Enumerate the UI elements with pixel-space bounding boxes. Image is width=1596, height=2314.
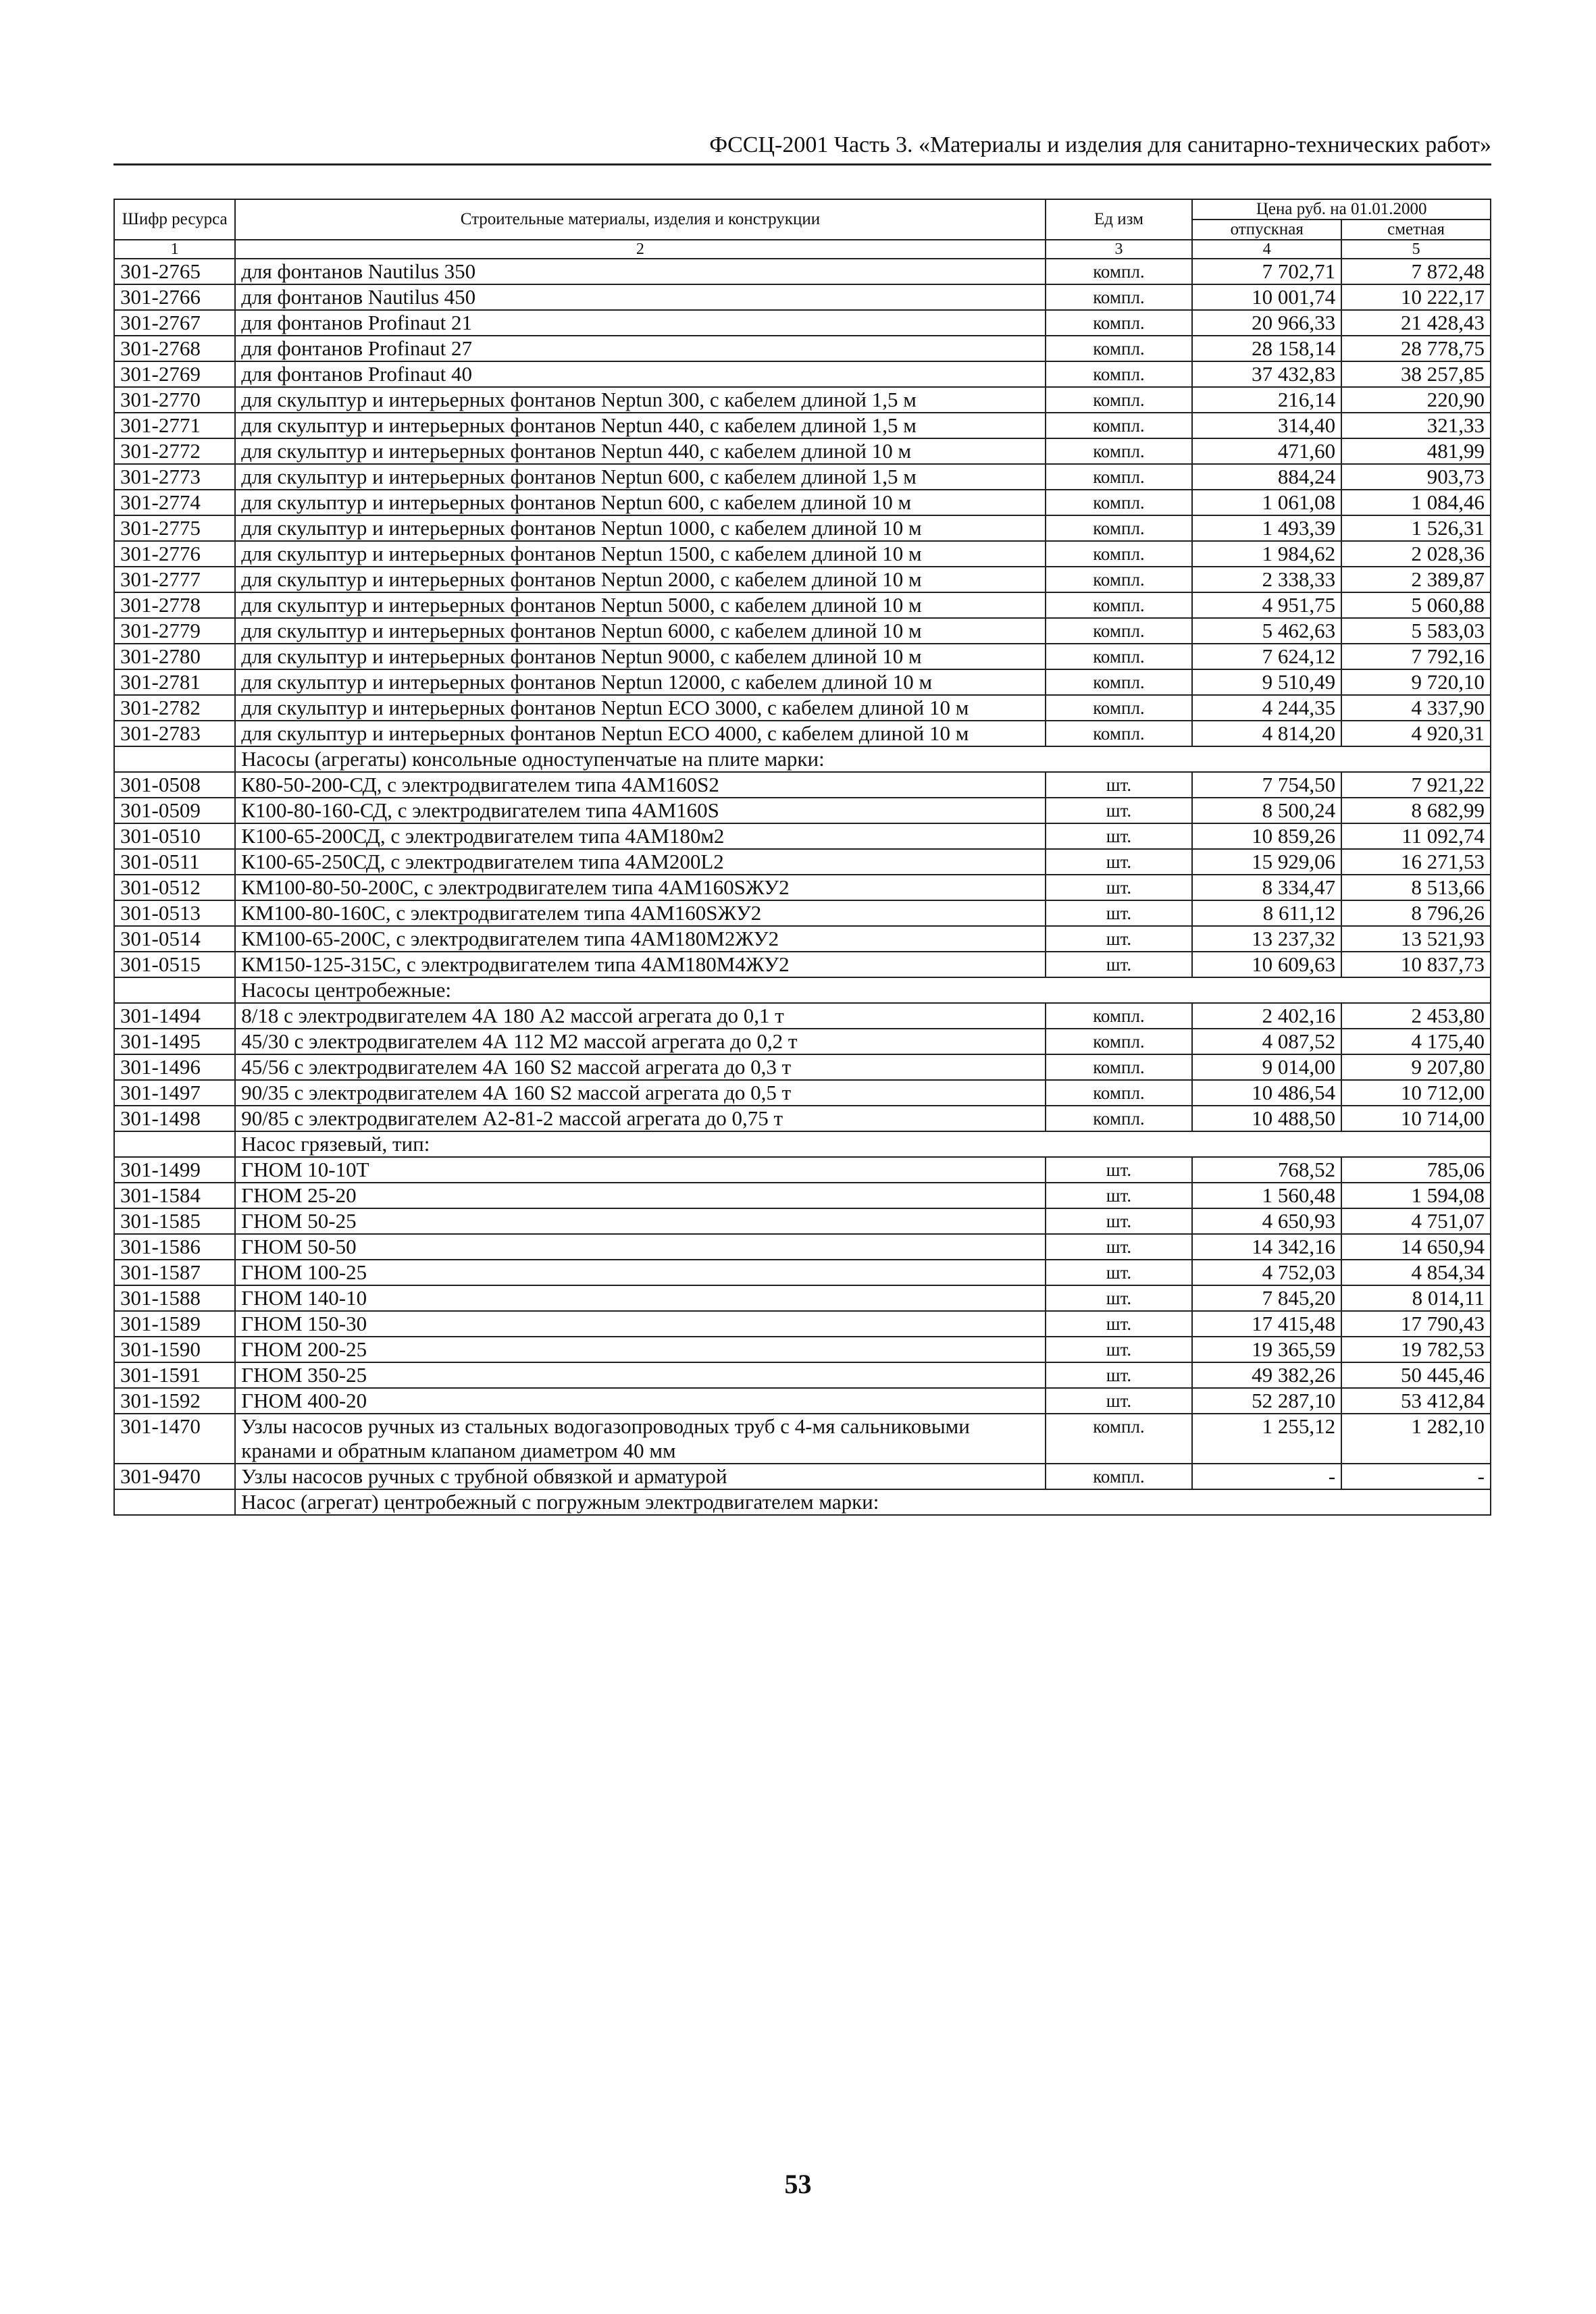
material-name: ГНОМ 100-25 [235, 1260, 1045, 1285]
estimate-price: 4 854,34 [1341, 1260, 1491, 1285]
release-price: 1 560,48 [1192, 1183, 1341, 1208]
release-price: 7 845,20 [1192, 1285, 1341, 1311]
release-price: 471,60 [1192, 438, 1341, 464]
estimate-price: 10 712,00 [1341, 1080, 1491, 1106]
unit-of-measure: компл. [1046, 567, 1193, 592]
material-name: ГНОМ 200-25 [235, 1337, 1045, 1362]
release-price: 4 752,03 [1192, 1260, 1341, 1285]
unit-of-measure: компл. [1046, 1003, 1193, 1029]
estimate-price: 1 594,08 [1341, 1183, 1491, 1208]
release-price: 10 486,54 [1192, 1080, 1341, 1106]
estimate-price: 4 751,07 [1341, 1208, 1491, 1234]
section-code-cell [114, 1131, 235, 1157]
table-row [114, 1362, 1491, 1388]
release-price: 49 382,26 [1192, 1362, 1341, 1388]
section-code-cell [114, 977, 235, 1003]
material-name: для скульптур и интерьерных фонтанов Neptun 12000, с кабелем длиной 10 м [235, 669, 1045, 695]
unit-of-measure: компл. [1046, 259, 1193, 284]
material-name: для фонтанов Nautilus 350 [235, 259, 1045, 284]
table-row [114, 361, 1491, 387]
estimate-price: 1 084,46 [1341, 490, 1491, 515]
release-price: 768,52 [1192, 1157, 1341, 1183]
estimate-price: 2 028,36 [1341, 541, 1491, 567]
section-title: Насос (агрегат) центробежный с погружным электродвигателем марки: [235, 1489, 1491, 1515]
material-name: Узлы насосов ручных с трубной обвязкой и арматурой [235, 1464, 1045, 1489]
table-row [114, 515, 1491, 541]
unit-of-measure: компл. [1046, 438, 1193, 464]
resource-code: 301-2770 [114, 387, 235, 413]
table-row [114, 926, 1491, 952]
unit-of-measure: шт. [1046, 1388, 1193, 1414]
estimate-price: 5 583,03 [1341, 618, 1491, 644]
estimate-price: 7 872,48 [1341, 259, 1491, 284]
release-price: 10 001,74 [1192, 284, 1341, 310]
estimate-price: - [1341, 1464, 1491, 1489]
page-header: ФССЦ-2001 Часть 3. «Материалы и изделия для санитарно-технических работ» [113, 132, 1491, 165]
table-row [114, 387, 1491, 413]
section-code-cell [114, 1489, 235, 1515]
estimate-price: 7 792,16 [1341, 644, 1491, 669]
release-price: 1 493,39 [1192, 515, 1341, 541]
release-price: 7 754,50 [1192, 772, 1341, 798]
material-name: для скульптур и интерьерных фонтанов Neptun 6000, с кабелем длиной 10 м [235, 618, 1045, 644]
resource-code: 301-1584 [114, 1183, 235, 1208]
estimate-price: 785,06 [1341, 1157, 1491, 1183]
release-price: 216,14 [1192, 387, 1341, 413]
release-price: 28 158,14 [1192, 336, 1341, 361]
unit-of-measure: компл. [1046, 618, 1193, 644]
release-price: 13 237,32 [1192, 926, 1341, 952]
material-name: КМ100-65-200С, с электродвигателем типа 4АМ180М2ЖУ2 [235, 926, 1045, 952]
unit-of-measure: шт. [1046, 952, 1193, 977]
resource-code: 301-1494 [114, 1003, 235, 1029]
unit-of-measure: компл. [1046, 1080, 1193, 1106]
resource-code: 301-1590 [114, 1337, 235, 1362]
estimate-price: 28 778,75 [1341, 336, 1491, 361]
unit-of-measure: компл. [1046, 592, 1193, 618]
estimate-price: 8 682,99 [1341, 798, 1491, 823]
unit-of-measure: шт. [1046, 875, 1193, 900]
unit-of-measure: шт. [1046, 849, 1193, 875]
unit-of-measure: шт. [1046, 1183, 1193, 1208]
resource-code: 301-0510 [114, 823, 235, 849]
estimate-price: 10 714,00 [1341, 1106, 1491, 1131]
resource-code: 301-2773 [114, 464, 235, 490]
section-title: Насос грязевый, тип: [235, 1131, 1491, 1157]
resource-code: 301-0513 [114, 900, 235, 926]
release-price: 4 087,52 [1192, 1029, 1341, 1054]
estimate-price: 21 428,43 [1341, 310, 1491, 336]
estimate-price: 50 445,46 [1341, 1362, 1491, 1388]
release-price: 8 500,24 [1192, 798, 1341, 823]
material-name: для фонтанов Profinaut 40 [235, 361, 1045, 387]
unit-of-measure: шт. [1046, 1208, 1193, 1234]
table-row [114, 284, 1491, 310]
material-name: ГНОМ 50-25 [235, 1208, 1045, 1234]
price-table [113, 199, 1491, 1516]
table-row [114, 875, 1491, 900]
material-name: ГНОМ 10-10Т [235, 1157, 1045, 1183]
material-name: ГНОМ 400-20 [235, 1388, 1045, 1414]
table-row [114, 1388, 1491, 1414]
resource-code: 301-2775 [114, 515, 235, 541]
table-row [114, 695, 1491, 721]
estimate-price: 16 271,53 [1341, 849, 1491, 875]
unit-of-measure: шт. [1046, 1362, 1193, 1388]
header-price-release: отпускная [1192, 220, 1341, 240]
unit-of-measure: компл. [1046, 1464, 1193, 1489]
estimate-price: 4 337,90 [1341, 695, 1491, 721]
resource-code: 301-1587 [114, 1260, 235, 1285]
table-row [114, 1311, 1491, 1337]
estimate-price: 8 513,66 [1341, 875, 1491, 900]
col-number: 1 [114, 240, 235, 259]
table-row [114, 1260, 1491, 1285]
col-number: 3 [1046, 240, 1193, 259]
material-name: для скульптур и интерьерных фонтанов Neptun 600, с кабелем длиной 1,5 м [235, 464, 1045, 490]
estimate-price: 4 175,40 [1341, 1029, 1491, 1054]
estimate-price: 17 790,43 [1341, 1311, 1491, 1337]
unit-of-measure: шт. [1046, 1234, 1193, 1260]
resource-code: 301-1585 [114, 1208, 235, 1234]
material-name: К80-50-200-СД, с электродвигателем типа 4АМ160S2 [235, 772, 1045, 798]
resource-code: 301-1470 [114, 1414, 235, 1464]
resource-code: 301-2777 [114, 567, 235, 592]
section-row [114, 977, 1491, 1003]
estimate-price: 19 782,53 [1341, 1337, 1491, 1362]
table-row [114, 644, 1491, 669]
material-name: 90/85 с электродвигателем А2-81-2 массой агрегата до 0,75 т [235, 1106, 1045, 1131]
table-row [114, 1157, 1491, 1183]
release-price: 2 338,33 [1192, 567, 1341, 592]
material-name: для фонтанов Nautilus 450 [235, 284, 1045, 310]
section-row [114, 1489, 1491, 1515]
material-name: для скульптур и интерьерных фонтанов Neptun 9000, с кабелем длиной 10 м [235, 644, 1045, 669]
header-price-group: Цена руб. на 01.01.2000 [1192, 199, 1491, 220]
release-price: 7 702,71 [1192, 259, 1341, 284]
unit-of-measure: шт. [1046, 1285, 1193, 1311]
table-row [114, 1414, 1491, 1464]
unit-of-measure: компл. [1046, 284, 1193, 310]
estimate-price: 8 014,11 [1341, 1285, 1491, 1311]
material-name: К100-65-200СД, с электродвигателем типа 4АМ180м2 [235, 823, 1045, 849]
resource-code: 301-1499 [114, 1157, 235, 1183]
material-name: Узлы насосов ручных из стальных водогазопроводных труб с 4-мя сальниковыми кранами и обратным клапаном диаметром 40 мм [235, 1414, 1045, 1464]
resource-code: 301-1589 [114, 1311, 235, 1337]
unit-of-measure: компл. [1046, 413, 1193, 438]
table-row [114, 1054, 1491, 1080]
release-price: 1 255,12 [1192, 1414, 1341, 1464]
release-price: 884,24 [1192, 464, 1341, 490]
unit-of-measure: шт. [1046, 900, 1193, 926]
header-code: Шифр ресурса [114, 199, 235, 240]
release-price: 10 488,50 [1192, 1106, 1341, 1131]
table-row [114, 849, 1491, 875]
estimate-price: 13 521,93 [1341, 926, 1491, 952]
material-name: для скульптур и интерьерных фонтанов Neptun 600, с кабелем длиной 10 м [235, 490, 1045, 515]
release-price: 52 287,10 [1192, 1388, 1341, 1414]
estimate-price: 10 222,17 [1341, 284, 1491, 310]
table-row [114, 464, 1491, 490]
table-row [114, 438, 1491, 464]
unit-of-measure: компл. [1046, 310, 1193, 336]
release-price: 1 984,62 [1192, 541, 1341, 567]
header-unit: Ед изм [1046, 199, 1193, 240]
resource-code: 301-1496 [114, 1054, 235, 1080]
release-price: 8 334,47 [1192, 875, 1341, 900]
release-price: 9 014,00 [1192, 1054, 1341, 1080]
material-name: К100-65-250СД, с электродвигателем типа 4АМ200L2 [235, 849, 1045, 875]
release-price: 5 462,63 [1192, 618, 1341, 644]
table-row [114, 567, 1491, 592]
unit-of-measure: шт. [1046, 772, 1193, 798]
estimate-price: 10 837,73 [1341, 952, 1491, 977]
material-name: 45/56 с электродвигателем 4А 160 S2 массой агрегата до 0,3 т [235, 1054, 1045, 1080]
table-row [114, 1003, 1491, 1029]
release-price: 2 402,16 [1192, 1003, 1341, 1029]
release-price: - [1192, 1464, 1341, 1489]
resource-code: 301-2783 [114, 721, 235, 746]
resource-code: 301-1495 [114, 1029, 235, 1054]
table-row [114, 1106, 1491, 1131]
material-name: ГНОМ 50-50 [235, 1234, 1045, 1260]
release-price: 15 929,06 [1192, 849, 1341, 875]
table-row [114, 490, 1491, 515]
material-name: КМ150-125-315С, с электродвигателем типа 4АМ180М4ЖУ2 [235, 952, 1045, 977]
estimate-price: 1 526,31 [1341, 515, 1491, 541]
unit-of-measure: компл. [1046, 387, 1193, 413]
section-title: Насосы (агрегаты) консольные одноступенчатые на плите марки: [235, 746, 1491, 772]
resource-code: 301-2774 [114, 490, 235, 515]
resource-code: 301-1588 [114, 1285, 235, 1311]
resource-code: 301-1591 [114, 1362, 235, 1388]
estimate-price: 7 921,22 [1341, 772, 1491, 798]
unit-of-measure: шт. [1046, 1337, 1193, 1362]
section-row [114, 1131, 1491, 1157]
unit-of-measure: компл. [1046, 695, 1193, 721]
material-name: для скульптур и интерьерных фонтанов Neptun 5000, с кабелем длиной 10 м [235, 592, 1045, 618]
material-name: для фонтанов Profinaut 21 [235, 310, 1045, 336]
section-row [114, 746, 1491, 772]
material-name: для скульптур и интерьерных фонтанов Neptun 300, с кабелем длиной 1,5 м [235, 387, 1045, 413]
table-row [114, 669, 1491, 695]
resource-code: 301-2778 [114, 592, 235, 618]
resource-code: 301-1497 [114, 1080, 235, 1106]
material-name: 45/30 с электродвигателем 4А 112 М2 массой агрегата до 0,2 т [235, 1029, 1045, 1054]
unit-of-measure: шт. [1046, 1157, 1193, 1183]
table-row [114, 592, 1491, 618]
table-row [114, 1029, 1491, 1054]
estimate-price: 2 453,80 [1341, 1003, 1491, 1029]
estimate-price: 38 257,85 [1341, 361, 1491, 387]
estimate-price: 4 920,31 [1341, 721, 1491, 746]
table-row [114, 618, 1491, 644]
resource-code: 301-2781 [114, 669, 235, 695]
resource-code: 301-2771 [114, 413, 235, 438]
table-row [114, 413, 1491, 438]
price-table-body [114, 259, 1491, 1515]
estimate-price: 481,99 [1341, 438, 1491, 464]
release-price: 4 650,93 [1192, 1208, 1341, 1234]
table-row [114, 721, 1491, 746]
material-name: КМ100-80-50-200С, с электродвигателем типа 4АМ160SЖУ2 [235, 875, 1045, 900]
estimate-price: 2 389,87 [1341, 567, 1491, 592]
section-code-cell [114, 746, 235, 772]
col-number: 5 [1341, 240, 1491, 259]
release-price: 14 342,16 [1192, 1234, 1341, 1260]
table-row [114, 541, 1491, 567]
material-name: для скульптур и интерьерных фонтанов Neptun 440, с кабелем длиной 1,5 м [235, 413, 1045, 438]
resource-code: 301-2779 [114, 618, 235, 644]
estimate-price: 321,33 [1341, 413, 1491, 438]
table-row [114, 1464, 1491, 1489]
header-price-estimate: сметная [1341, 220, 1491, 240]
unit-of-measure: компл. [1046, 1106, 1193, 1131]
unit-of-measure: компл. [1046, 490, 1193, 515]
estimate-price: 220,90 [1341, 387, 1491, 413]
unit-of-measure: компл. [1046, 336, 1193, 361]
resource-code: 301-2772 [114, 438, 235, 464]
table-row [114, 798, 1491, 823]
resource-code: 301-2766 [114, 284, 235, 310]
unit-of-measure: шт. [1046, 823, 1193, 849]
resource-code: 301-2767 [114, 310, 235, 336]
header-name: Строительные материалы, изделия и конструкции [235, 199, 1045, 240]
material-name: для фонтанов Profinaut 27 [235, 336, 1045, 361]
unit-of-measure: компл. [1046, 644, 1193, 669]
resource-code: 301-0512 [114, 875, 235, 900]
table-row [114, 823, 1491, 849]
unit-of-measure: компл. [1046, 1054, 1193, 1080]
material-name: ГНОМ 350-25 [235, 1362, 1045, 1388]
material-name: КМ100-80-160С, с электродвигателем типа 4АМ160SЖУ2 [235, 900, 1045, 926]
page-number: 53 [784, 2169, 812, 2199]
estimate-price: 8 796,26 [1341, 900, 1491, 926]
section-title: Насосы центробежные: [235, 977, 1491, 1003]
unit-of-measure: шт. [1046, 1311, 1193, 1337]
material-name: для скульптур и интерьерных фонтанов Neptun 1000, с кабелем длиной 10 м [235, 515, 1045, 541]
estimate-price: 11 092,74 [1341, 823, 1491, 849]
release-price: 7 624,12 [1192, 644, 1341, 669]
table-row [114, 259, 1491, 284]
col-number: 4 [1192, 240, 1341, 259]
material-name: ГНОМ 25-20 [235, 1183, 1045, 1208]
release-price: 4 814,20 [1192, 721, 1341, 746]
estimate-price: 5 060,88 [1341, 592, 1491, 618]
resource-code: 301-0508 [114, 772, 235, 798]
resource-code: 301-2780 [114, 644, 235, 669]
estimate-price: 1 282,10 [1341, 1414, 1491, 1464]
resource-code: 301-2765 [114, 259, 235, 284]
unit-of-measure: компл. [1046, 1029, 1193, 1054]
unit-of-measure: шт. [1046, 1260, 1193, 1285]
estimate-price: 9 207,80 [1341, 1054, 1491, 1080]
unit-of-measure: компл. [1046, 1414, 1193, 1464]
release-price: 8 611,12 [1192, 900, 1341, 926]
resource-code: 301-9470 [114, 1464, 235, 1489]
resource-code: 301-1586 [114, 1234, 235, 1260]
release-price: 10 859,26 [1192, 823, 1341, 849]
release-price: 17 415,48 [1192, 1311, 1341, 1337]
unit-of-measure: шт. [1046, 926, 1193, 952]
table-row [114, 1337, 1491, 1362]
release-price: 1 061,08 [1192, 490, 1341, 515]
material-name: для скульптур и интерьерных фонтанов Neptun ECO 3000, с кабелем длиной 10 м [235, 695, 1045, 721]
material-name: для скульптур и интерьерных фонтанов Neptun 2000, с кабелем длиной 10 м [235, 567, 1045, 592]
estimate-price: 14 650,94 [1341, 1234, 1491, 1260]
table-row [114, 772, 1491, 798]
table-row [114, 952, 1491, 977]
material-name: ГНОМ 140-10 [235, 1285, 1045, 1311]
resource-code: 301-2776 [114, 541, 235, 567]
col-number: 2 [235, 240, 1045, 259]
unit-of-measure: компл. [1046, 361, 1193, 387]
unit-of-measure: компл. [1046, 669, 1193, 695]
estimate-price: 903,73 [1341, 464, 1491, 490]
table-row [114, 1234, 1491, 1260]
release-price: 37 432,83 [1192, 361, 1341, 387]
material-name: для скульптур и интерьерных фонтанов Neptun 1500, с кабелем длиной 10 м [235, 541, 1045, 567]
table-row [114, 1208, 1491, 1234]
unit-of-measure: шт. [1046, 798, 1193, 823]
release-price: 9 510,49 [1192, 669, 1341, 695]
release-price: 10 609,63 [1192, 952, 1341, 977]
resource-code: 301-2769 [114, 361, 235, 387]
material-name: 8/18 с электродвигателем 4А 180 А2 массой агрегата до 0,1 т [235, 1003, 1045, 1029]
unit-of-measure: компл. [1046, 721, 1193, 746]
material-name: ГНОМ 150-30 [235, 1311, 1045, 1337]
table-row [114, 336, 1491, 361]
release-price: 20 966,33 [1192, 310, 1341, 336]
material-name: К100-80-160-СД, с электродвигателем типа 4АМ160S [235, 798, 1045, 823]
material-name: для скульптур и интерьерных фонтанов Neptun ECO 4000, с кабелем длиной 10 м [235, 721, 1045, 746]
resource-code: 301-2782 [114, 695, 235, 721]
resource-code: 301-2768 [114, 336, 235, 361]
resource-code: 301-0511 [114, 849, 235, 875]
resource-code: 301-0514 [114, 926, 235, 952]
table-row [114, 310, 1491, 336]
release-price: 19 365,59 [1192, 1337, 1341, 1362]
table-row [114, 1285, 1491, 1311]
unit-of-measure: компл. [1046, 515, 1193, 541]
resource-code: 301-0515 [114, 952, 235, 977]
release-price: 314,40 [1192, 413, 1341, 438]
table-row [114, 1080, 1491, 1106]
estimate-price: 53 412,84 [1341, 1388, 1491, 1414]
table-row [114, 900, 1491, 926]
table-row [114, 1183, 1491, 1208]
unit-of-measure: компл. [1046, 464, 1193, 490]
material-name: 90/35 с электродвигателем 4А 160 S2 массой агрегата до 0,5 т [235, 1080, 1045, 1106]
release-price: 4 244,35 [1192, 695, 1341, 721]
unit-of-measure: компл. [1046, 541, 1193, 567]
estimate-price: 9 720,10 [1341, 669, 1491, 695]
release-price: 4 951,75 [1192, 592, 1341, 618]
resource-code: 301-0509 [114, 798, 235, 823]
resource-code: 301-1498 [114, 1106, 235, 1131]
resource-code: 301-1592 [114, 1388, 235, 1414]
material-name: для скульптур и интерьерных фонтанов Neptun 440, с кабелем длиной 10 м [235, 438, 1045, 464]
